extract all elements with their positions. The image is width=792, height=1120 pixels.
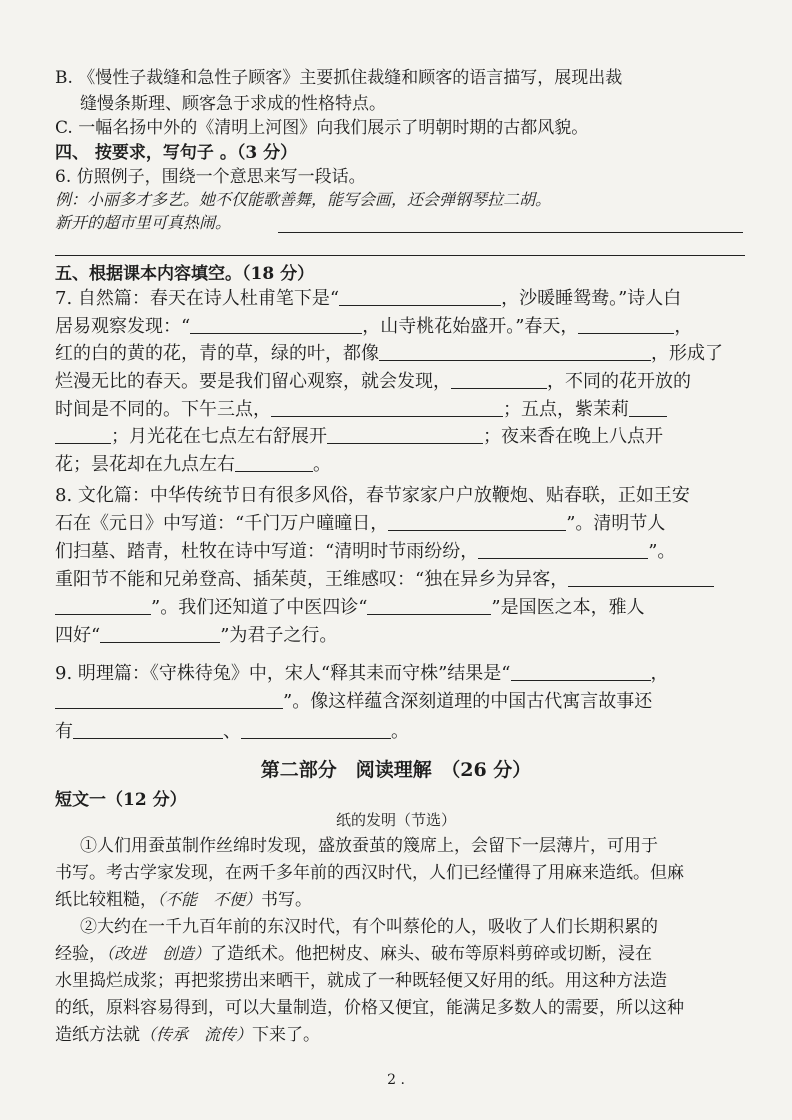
para-text: 书写。: [261, 890, 313, 910]
q8-line-1: 8. 文化篇：中华传统节日有很多风俗，春节家家户户放鞭炮、贴春联，正如王安: [55, 485, 690, 506]
q7-line-2: [55, 315, 692, 339]
para-2-line-5: [55, 1023, 320, 1047]
q7-text: ；夜来香在晚上八点开: [483, 426, 663, 447]
option-c-line: C. 一幅名扬中外的《清明上河图》向我们展示了明朝时期的古都风貌。: [55, 118, 589, 138]
q7-text: ，山寺桃花始盛开。”春天，: [362, 316, 579, 337]
q7-text: 居易观察发现：“: [55, 316, 191, 337]
q8-text: ”。我们还知道了中医四诊“: [151, 597, 368, 618]
q7-text: ，形成了: [651, 343, 723, 364]
q7-text: ；五点，紫茉莉: [503, 399, 629, 420]
blank-q8-3b[interactable]: [55, 596, 151, 615]
q8-text: ”是国医之本，雅人: [491, 597, 645, 618]
q9-text: 9. 明理篇：《守株待兔》中，宋人“释其耒而守株”结果是“: [55, 663, 511, 684]
question-6-example: 例：小丽多才多艺。她不仅能歌善舞，能写会画，还会弹钢琴拉二胡。: [55, 190, 552, 209]
q8-line-5: [55, 596, 645, 620]
q9-text: 、: [223, 721, 241, 742]
blank-q7-3[interactable]: [578, 315, 674, 334]
q8-text: 们扫墓、踏青，杜牧在诗中写道：“清明时节雨纷纷，: [55, 541, 479, 562]
answer-line-q6-b[interactable]: [55, 255, 745, 256]
question-6: 6. 仿照例子，围绕一个意思来写一段话。: [55, 167, 366, 187]
choice-bracket[interactable]: （改进 创造）: [106, 944, 211, 963]
para-text: 了造纸术。他把树皮、麻头、破布等原料剪碎或切断，浸在: [210, 944, 653, 964]
blank-q7-7[interactable]: [629, 398, 667, 417]
q7-text: 时间是不同的。下午三点，: [55, 399, 271, 420]
q7-text: 。: [313, 454, 331, 475]
blank-q8-1[interactable]: [388, 512, 566, 531]
q9-line-2: [55, 690, 652, 714]
para-2-line-2: [55, 942, 652, 966]
q9-text: 。: [391, 721, 409, 742]
section-5-title: 五、根据课本内容填空。（18 分）: [55, 264, 315, 284]
q7-text: 7. 自然篇：春天在诗人杜甫笔下是“: [55, 288, 340, 309]
q8-text: 石在《元日》中写道：“千门万户曈曈日，: [55, 513, 389, 534]
q7-text: ，不同的花开放的: [547, 371, 691, 392]
q7-text: ，沙暖睡鸳鸯。”诗人白: [501, 288, 682, 309]
passage-title: 纸的发明（节选）: [335, 811, 456, 829]
blank-q7-7b[interactable]: [55, 425, 111, 444]
blank-q8-2[interactable]: [478, 540, 648, 559]
blank-q7-2[interactable]: [190, 315, 362, 334]
q9-text: 有: [55, 721, 73, 742]
part-2-title: 第二部分 阅读理解 （26 分）: [260, 759, 532, 781]
blank-q7-9[interactable]: [235, 453, 313, 472]
q8-line-6: [55, 624, 337, 648]
q7-text: ，: [674, 316, 693, 337]
q7-text: ；月光花在七点左右舒展开: [111, 426, 327, 447]
q9-line-1: [55, 662, 669, 686]
para-text: 纸比较粗糙，: [55, 890, 157, 910]
choice-bracket[interactable]: （传承 流传）: [140, 1025, 253, 1044]
q9-line-3: [55, 720, 409, 744]
para-2-line-1: ②大约在一千九百年前的东汉时代，有个叫蔡伦的人，吸收了人们长期积累的: [80, 917, 658, 937]
q8-line-2: [55, 512, 665, 536]
option-b-line-1: B. 《慢性子裁缝和急性子顾客》主要抓住裁缝和顾客的语言描写，展现出裁: [55, 68, 623, 88]
q7-line-5: [55, 398, 667, 422]
para-1-line-3: [55, 888, 312, 912]
blank-q8-4[interactable]: [367, 596, 491, 615]
blank-q8-3[interactable]: [568, 568, 714, 587]
blank-q8-5[interactable]: [100, 624, 220, 643]
blank-q7-5[interactable]: [451, 370, 547, 389]
question-6-prompt: 新开的超市里可真热闹。: [55, 213, 232, 232]
q8-text: 重阳节不能和兄弟登高、插茱萸，王维感叹：“独在异乡为异客，: [55, 569, 569, 590]
q7-line-6: [55, 425, 663, 449]
q8-text: ”为君子之行。: [220, 625, 338, 646]
blank-q9-1b[interactable]: [55, 690, 283, 709]
q7-line-3: [55, 342, 723, 366]
section-4-title: 四、 按要求，写句子 。（3 分）: [55, 143, 298, 163]
q8-line-4: [55, 568, 714, 592]
q9-text: ”。像这样蕴含深刻道理的中国古代寓言故事还: [283, 691, 653, 712]
para-1-line-2: 书写。考古学家发现，在两千多年前的西汉时代，人们已经懂得了用麻来造纸。但麻: [55, 863, 684, 883]
para-2-line-3: 水里捣烂成浆；再把浆捞出来晒干，就成了一种既轻便又好用的纸。用这种方法造: [55, 971, 667, 991]
page-number: 2 .: [387, 1072, 405, 1088]
option-b-line-2: 缝慢条斯理、顾客急于求成的性格特点。: [80, 94, 386, 114]
blank-q7-1[interactable]: [339, 287, 501, 306]
blank-q9-2[interactable]: [73, 720, 223, 739]
blank-q7-6[interactable]: [271, 398, 503, 417]
passage-1-label: 短文一（12 分）: [55, 790, 187, 810]
blank-q7-4[interactable]: [379, 342, 651, 361]
q7-line-1: [55, 287, 681, 311]
q7-text: 花；昙花却在九点左右: [55, 454, 235, 475]
blank-q7-8[interactable]: [327, 425, 483, 444]
blank-q9-1[interactable]: [511, 662, 651, 681]
q7-text: 烂漫无比的春天。要是我们留心观察，就会发现，: [55, 371, 451, 392]
q7-text: 红的白的黄的花，青的草，绿的叶，都像: [55, 343, 379, 364]
para-2-line-4: 的纸，原料容易得到，可以大量制造，价格又便宜，能满足多数人的需要，所以这种: [55, 998, 684, 1018]
para-text: 经验，: [55, 944, 106, 964]
para-text: 造纸方法就: [55, 1025, 140, 1045]
para-text: 下来了。: [252, 1025, 321, 1045]
q8-text: ”。: [648, 541, 676, 562]
q9-text: ，: [650, 663, 669, 684]
blank-q9-3[interactable]: [241, 720, 391, 739]
q8-text: 四好“: [55, 625, 101, 646]
q8-line-3: [55, 540, 675, 564]
q7-line-4: [55, 370, 691, 394]
para-1-line-1: ①人们用蚕茧制作丝绵时发现，盛放蚕茧的篾席上，会留下一层薄片，可用于: [80, 836, 658, 856]
choice-bracket[interactable]: （不能 不便）: [157, 890, 262, 909]
q7-line-7: [55, 453, 331, 477]
q8-text: ”。清明节人: [566, 513, 666, 534]
answer-line-q6-a[interactable]: [278, 232, 743, 233]
